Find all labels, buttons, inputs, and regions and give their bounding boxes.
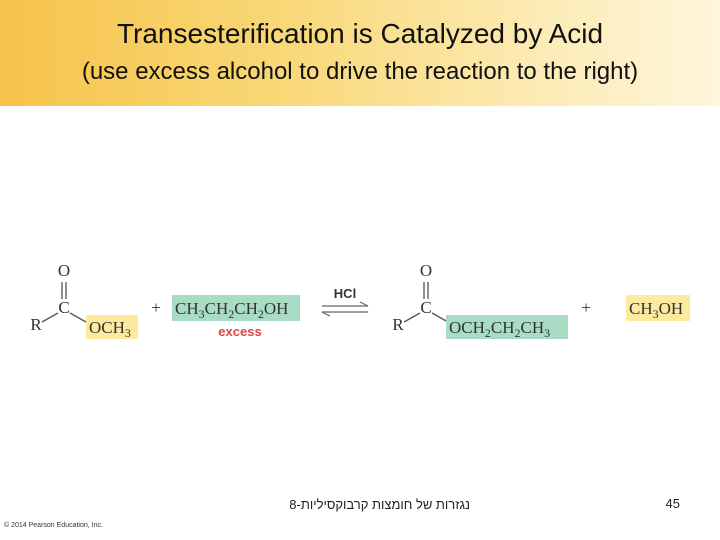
methoxy-label: $OCH_3$ [89, 318, 131, 340]
propoxy-formula: $OCH_2CH_2CH_3$ [449, 318, 551, 340]
page-number: 45 [665, 496, 680, 511]
copyright-notice: © 2014 Pearson Education, Inc. [4, 522, 103, 529]
product-r-group-label: R [392, 315, 404, 334]
product-carbonyl-oxygen-label: O [419, 261, 433, 280]
excess-label: excess [218, 324, 262, 339]
propanol-formula: $CH_3CH_2CH_2OH$ [175, 299, 289, 321]
product-carbonyl-carbon-label: C [420, 298, 432, 317]
methanol-formula: $CH_3OH$ [629, 299, 684, 321]
r-group-label: R [30, 315, 42, 334]
slide-title: Transesterification is Catalyzed by Acid [116, 18, 604, 49]
footer-caption: נגזרות של חומצות קרבוקסיליות-8 [289, 497, 470, 512]
slide-subtitle: (use excess alcohol to drive the reaction to the right) [81, 58, 639, 85]
product-r-bond [404, 313, 420, 322]
product-alkoxy-bond [432, 313, 448, 322]
propanol-reactant [172, 295, 300, 339]
propyl-ester-product [392, 261, 568, 340]
methanol-product [626, 295, 690, 321]
alkoxy-bond [70, 313, 86, 322]
carbonyl-carbon-label: C [58, 298, 70, 317]
equilibrium-arrow [322, 286, 368, 316]
catalyst-label: HCl [333, 286, 357, 301]
carbonyl-oxygen-label: O [57, 261, 71, 280]
plus-sign-2: + [581, 298, 591, 317]
methyl-ester-reactant [30, 261, 138, 340]
r-bond [42, 313, 58, 322]
plus-sign-1: + [151, 298, 161, 317]
